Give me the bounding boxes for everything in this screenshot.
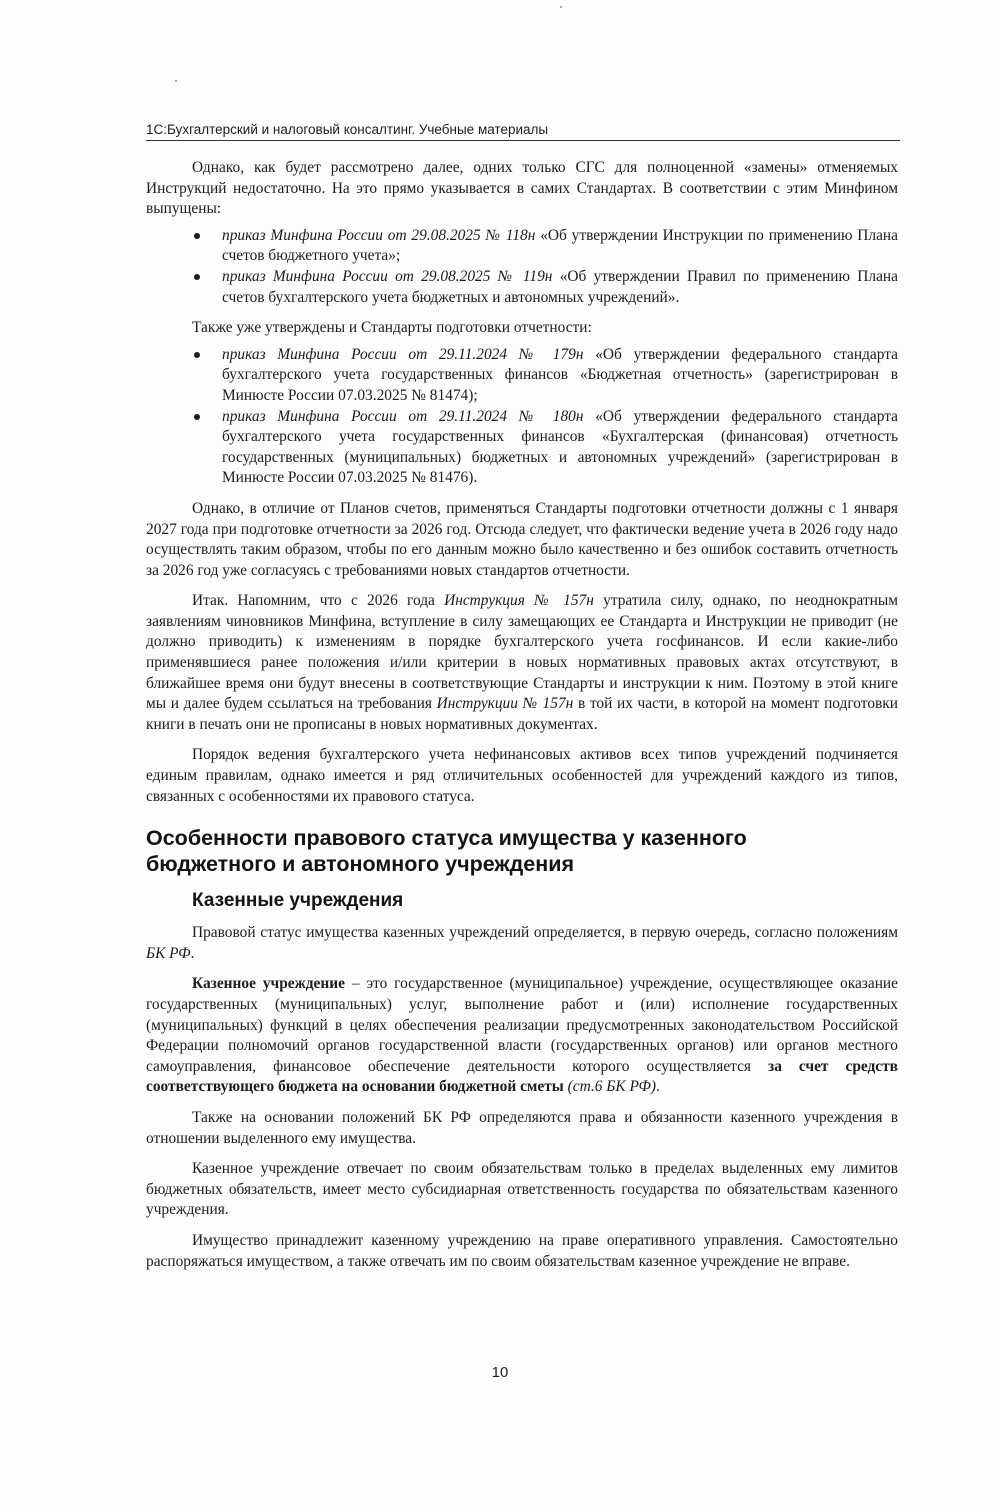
emphasis: за счет средств соответствующего бюджета на основании бюджетной сметы	[146, 1057, 898, 1096]
paragraph: Правовой статус имущества казенных учреждений определяется, в первую очередь, согласно положениям БК РФ.	[146, 924, 898, 962]
list-item: приказ Минфина России от 29.11.2024 № 179н «Об утверждении федерального стандарта бухгалтерского учета государственных финансов «Бюджетная отчетность» (зарегистрирован в Минюсте России 07.03.2025 № 81474);	[146, 345, 898, 407]
orders-list	[146, 226, 898, 308]
paragraph: Однако, в отличие от Планов счетов, применяться Стандарты подготовки отчетности должны с 1 января 2027 года при подготовке отчетности за 2026 год. Отсюда следует, что фактически ведение учета в 2026 году надо осуществлять таким образом, чтобы по его данным можно было качественно и без ошибок составить отчетность за 2026 год уже согласуясь с требованиями новых стандартов отчетности.	[146, 499, 898, 579]
paragraph: Имущество принадлежит казенному учреждению на праве оперативного управления. Самостоятельно распоряжаться имуществом, а также отвечать им по своим обязательствам казенное учреждение не вправе.	[146, 1231, 898, 1270]
bullet-icon	[194, 414, 200, 420]
page-number: 10	[491, 1364, 509, 1381]
page-body	[146, 158, 898, 1282]
definition-paragraph: Казенное учреждение – это государственное (муниципальное) учреждение, осуществляющее оказание государственных (муниципальных) услуг, выполнение работ и (или) исполнение государственных (муниципальных) функций в целях обеспечения реализации предусмотренных законодательством Российской Федерации полномочий органов государственной власти (государственных органов) или органов местного самоуправления, финансовое обеспечение деятельности которого осуществляется за счет средств соответствующего бюджета на основании бюджетной сметы (ст.6 БК РФ).	[146, 975, 898, 1096]
instruction-reference: Инструкции № 157н	[436, 695, 574, 713]
running-title: 1С:Бухгалтерский и налоговый консалтинг. Учебные материалы	[146, 122, 549, 137]
subsection-heading: Казенные учреждения	[192, 890, 404, 912]
order-reference: приказ Минфина России от 29.08.2025 № 119н	[222, 267, 553, 285]
order-reference: приказ Минфина России от 29.08.2025 № 118н	[222, 226, 536, 244]
standards-list	[146, 345, 898, 489]
paragraph: Однако, как будет рассмотрено далее, одних только СГС для полноценной «замены» отменяемых Инструкций недостаточно. На это прямо указывается в самих Стандартах. В соответствии с этим Минфином выпущены:	[146, 159, 898, 218]
scan-speck	[175, 80, 177, 82]
order-reference: приказ Минфина России от 29.11.2024 № 180н	[222, 407, 584, 425]
instruction-reference: Инструкция № 157н	[444, 592, 594, 610]
order-reference: приказ Минфина России от 29.11.2024 № 179н	[222, 345, 584, 363]
code-reference: (ст.6 БК РФ)	[563, 1078, 656, 1096]
running-header	[146, 122, 900, 141]
section-heading: Особенности правового статуса имущества у казенного бюджетного и автономного учреждения	[146, 826, 747, 877]
bullet-icon	[194, 274, 200, 280]
paragraph: Казенное учреждение отвечает по своим обязательствам только в пределах выделенных ему лимитов бюджетных обязательств, имеет место субсидиарная ответственность государства по обязательствам казенного учреждения.	[146, 1160, 898, 1219]
defined-term: Казенное учреждение	[192, 975, 345, 993]
scan-speck	[560, 6, 562, 8]
list-item: приказ Минфина России от 29.11.2024 № 180н «Об утверждении федерального стандарта бухгалтерского учета государственных финансов «Бухгалтерская (финансовая) отчетность государственных (муниципальных) бюджетных и автономных учреждений» (зарегистрирован в Минюсте России 07.03.2025 № 81476).	[146, 407, 898, 489]
list-item: приказ Минфина России от 29.08.2025 № 118н «Об утверждении Инструкции по применению Плана счетов бюджетного учета»;	[146, 226, 898, 267]
paragraph: Также уже утверждены и Стандарты подготовки отчетности:	[192, 319, 592, 337]
bullet-icon	[194, 352, 200, 358]
code-reference: БК РФ	[146, 944, 191, 962]
list-item: приказ Минфина России от 29.08.2025 № 119н «Об утверждении Правил по применению Плана счетов бухгалтерского учета бюджетных и автономных учреждений».	[146, 267, 898, 308]
paragraph: Итак. Напомним, что с 2026 года Инструкция № 157н утратила силу, однако, по неоднократным заявлениям чиновников Минфина, вступление в силу замещающих ее Стандарта и Инструкции не приводит (не должно приводить) к изменениям в порядке бухгалтерского учета госфинансов. И если какие-либо применявшиеся ранее положения и/или критерии в новых нормативных правовых актах отсутствуют, в ближайшее время они будут внесены в соответствующие Стандарты и инструкции к ним. Поэтому в этой книге мы и далее будем ссылаться на требования Инструкции № 157н в той их части, в которой на момент подготовки книги в печать они не прописаны в новых нормативных документах.	[146, 592, 899, 733]
paragraph: Порядок ведения бухгалтерского учета нефинансовых активов всех типов учреждений подчиняется единым правилам, однако имеется и ряд отличительных особенностей для учреждений каждого из типов, связанных с особенностями их правового статуса.	[146, 746, 898, 805]
paragraph: Также на основании положений БК РФ определяются права и обязанности казенного учреждения в отношении выделенного ему имущества.	[146, 1108, 898, 1147]
bullet-icon	[194, 233, 200, 239]
